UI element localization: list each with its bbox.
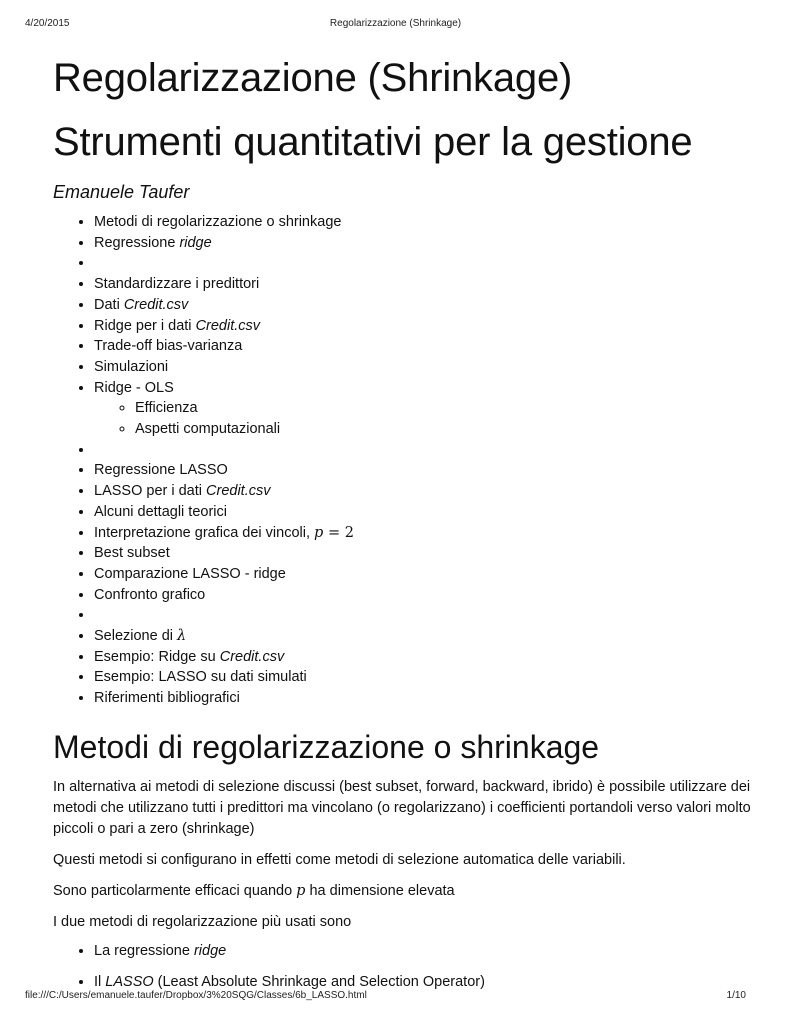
math-op: = 2 xyxy=(323,524,354,541)
toc-item[interactable] xyxy=(94,564,753,585)
list-text-em: ridge xyxy=(193,942,227,959)
toc-item[interactable] xyxy=(94,667,753,688)
toc-link[interactable]: Regressione xyxy=(94,234,180,251)
toc-link[interactable]: Metodi di regolarizzazione o shrinkage xyxy=(94,214,342,230)
toc-link[interactable]: Dati xyxy=(94,296,124,313)
toc-link-em[interactable]: Credit.csv xyxy=(195,317,261,334)
toc-sublist xyxy=(94,398,753,439)
toc-link[interactable]: Regressione LASSO xyxy=(94,462,228,479)
list-text-em: LASSO xyxy=(105,973,154,990)
toc-item[interactable] xyxy=(94,502,753,523)
paragraph xyxy=(53,881,753,902)
toc-item[interactable] xyxy=(94,585,753,606)
toc-link[interactable]: Esempio: Ridge su xyxy=(94,648,220,665)
toc-link[interactable]: Ridge - OLS xyxy=(94,379,174,396)
toc-item[interactable] xyxy=(94,233,753,254)
toc-link-em[interactable]: ridge xyxy=(179,234,212,251)
doc-title: Regolarizzazione (Shrinkage) xyxy=(53,56,573,100)
toc-link[interactable]: Trade-off bias-varianza xyxy=(94,338,243,355)
toc-link[interactable]: Alcuni dettagli teorici xyxy=(94,503,227,520)
toc-item-empty xyxy=(94,253,753,274)
toc-item[interactable] xyxy=(94,336,753,357)
page-number: 1/10 xyxy=(726,990,746,1001)
toc-link[interactable]: Esempio: LASSO su dati simulati xyxy=(94,669,307,686)
toc-link[interactable]: Best subset xyxy=(94,545,170,562)
toc-link[interactable]: Aspetti computazionali xyxy=(135,421,281,438)
toc-item[interactable] xyxy=(94,543,753,564)
toc-item[interactable] xyxy=(94,295,753,316)
toc-link[interactable]: Interpretazione grafica dei vincoli, xyxy=(94,524,315,541)
paragraph-text: ha dimensione elevata xyxy=(305,882,455,899)
document-content xyxy=(53,52,753,1003)
doc-author: Emanuele Taufer xyxy=(53,182,190,202)
math-p xyxy=(314,525,354,541)
toc-link[interactable]: Riferimenti bibliografici xyxy=(94,690,240,707)
toc-link[interactable]: Ridge per i dati xyxy=(94,317,196,334)
print-footer xyxy=(25,990,766,1004)
toc-link[interactable]: Efficienza xyxy=(135,400,198,417)
toc-item[interactable] xyxy=(94,212,753,233)
toc-link[interactable]: Selezione di xyxy=(94,628,178,645)
toc-item[interactable] xyxy=(94,523,753,544)
paragraph: In alternativa ai metodi di selezione discussi (best subset, forward, backward, ibrido) è possibile utilizzare dei metodi che utilizzano tutti i predittori ma vincolano (o regolarizzano) i coefficienti portandoli verso valori molto piccoli o pari a zero (shrinkage) xyxy=(53,778,751,837)
list-text: La regressione xyxy=(94,942,194,959)
toc-item-empty xyxy=(94,440,753,461)
toc-item[interactable] xyxy=(94,357,753,378)
section-heading: Metodi di regolarizzazione o shrinkage xyxy=(53,728,600,765)
paragraph: I due metodi di regolarizzazione più usati sono xyxy=(53,913,352,930)
toc-item[interactable] xyxy=(94,481,753,502)
print-date: 4/20/2015 xyxy=(25,18,70,29)
math-var: p xyxy=(314,524,324,541)
methods-list xyxy=(53,941,753,993)
toc-link[interactable]: Standardizzare i predittori xyxy=(94,276,260,293)
toc-item[interactable] xyxy=(94,647,753,668)
print-url: file:///C:/Users/emanuele.taufer/Dropbox/3%20SQG/Classes/6b_LASSO.html xyxy=(25,990,367,1001)
list-text: Il xyxy=(94,973,106,990)
toc-subitem[interactable] xyxy=(135,398,753,419)
print-title: Regolarizzazione (Shrinkage) xyxy=(329,18,462,29)
toc-link[interactable]: LASSO per i dati xyxy=(94,483,207,500)
table-of-contents xyxy=(53,212,753,709)
toc-subitem[interactable] xyxy=(135,419,753,440)
toc-link[interactable]: Confronto grafico xyxy=(94,586,206,603)
toc-item[interactable] xyxy=(94,274,753,295)
paragraph-text: Sono particolarmente efficaci quando xyxy=(53,882,297,899)
toc-item[interactable] xyxy=(94,316,753,337)
paragraph: Questi metodi si configurano in effetti come metodi di selezione automatica delle variabili. xyxy=(53,851,626,868)
toc-item[interactable] xyxy=(94,626,753,647)
toc-item[interactable] xyxy=(94,460,753,481)
math-lambda: λ xyxy=(177,628,187,645)
list-text: (Least Absolute Shrinkage and Selection Operator) xyxy=(153,973,485,990)
toc-item[interactable] xyxy=(94,378,753,440)
toc-item[interactable] xyxy=(94,688,753,709)
toc-link[interactable]: Comparazione LASSO - ridge xyxy=(94,565,286,582)
toc-item-empty xyxy=(94,605,753,626)
toc-link-em[interactable]: Credit.csv xyxy=(123,296,189,313)
list-item xyxy=(94,941,753,962)
toc-link[interactable]: Simulazioni xyxy=(94,358,169,375)
math-p: p xyxy=(296,882,306,899)
toc-link-em[interactable]: Credit.csv xyxy=(206,483,271,500)
doc-subtitle: Strumenti quantitativi per la gestione xyxy=(53,120,693,164)
toc-link-em[interactable]: Credit.csv xyxy=(219,648,285,665)
print-header xyxy=(25,18,766,32)
